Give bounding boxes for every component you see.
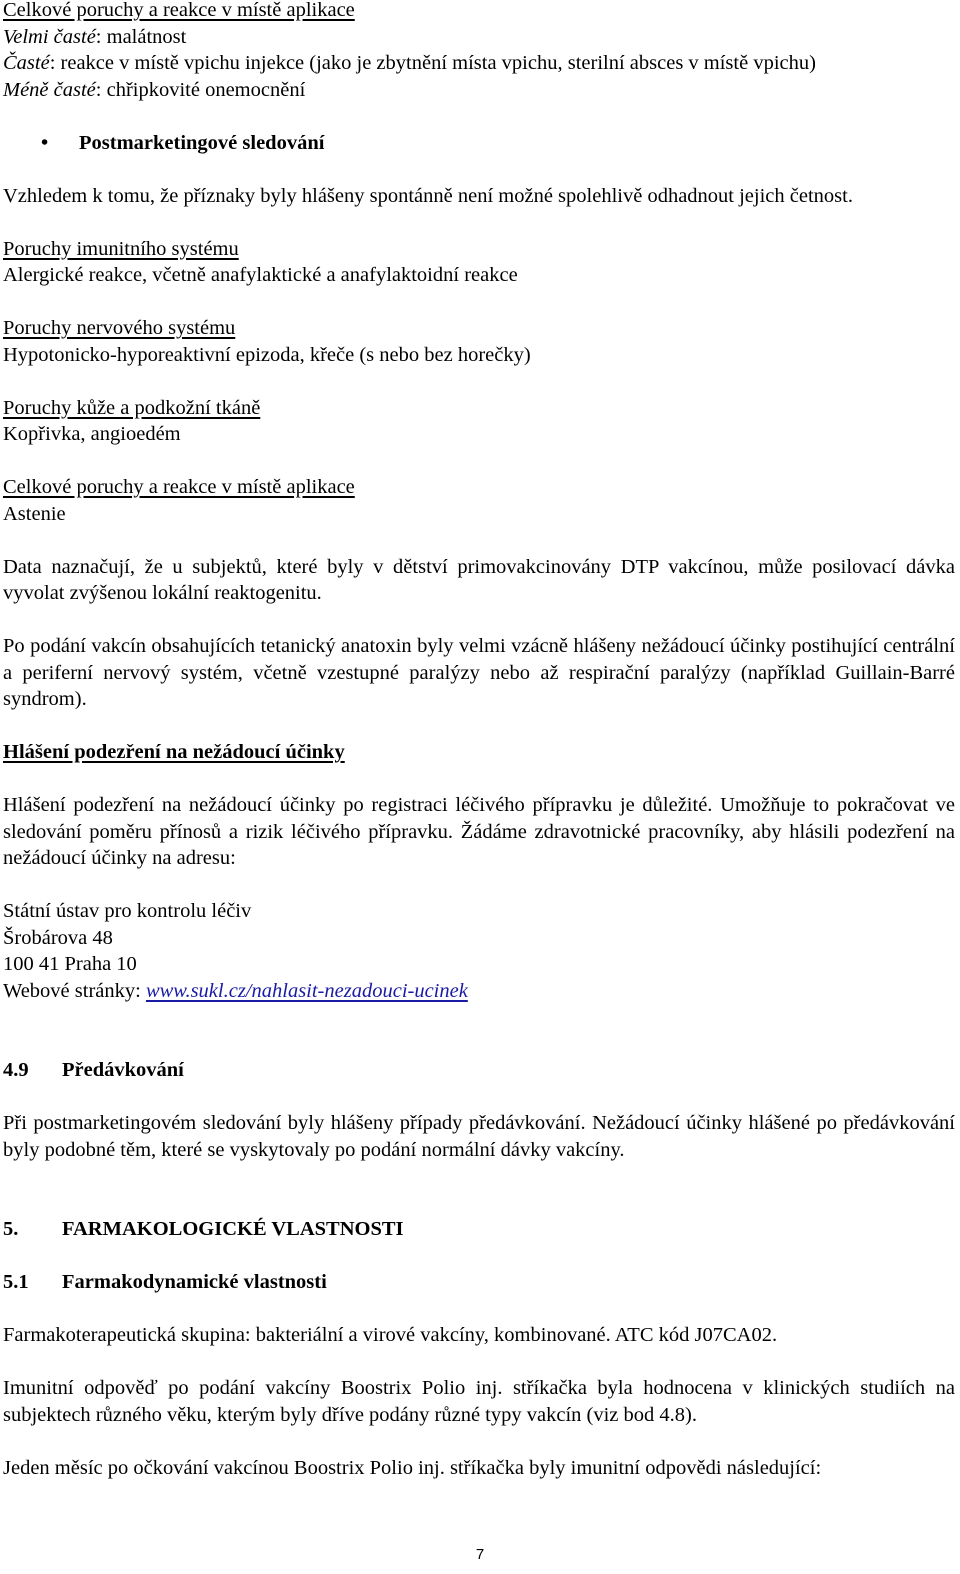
section-title: Farmakodynamické vlastnosti: [62, 1271, 327, 1293]
document-page: [3, 0, 955, 1481]
frequency-common: [3, 50, 955, 77]
immune-response-text: Imunitní odpověď po podání vakcíny Boostrix Polio inj. stříkačka byla hodnocena v klinických studiích na subjektech různého věku, kterým byly dříve podány různé typy vakcín (viz bod 4.8).: [3, 1377, 955, 1426]
paragraph-dtp: Data naznačují, že u subjektů, které byly v dětství primovakcinovány DTP vakcínou, může posilovací dávka vyvolat zvýšenou lokální reaktogenitu.: [3, 555, 955, 604]
reporting-heading: Hlášení podezření na nežádoucí účinky: [3, 741, 345, 763]
paragraph-tetanus: Po podání vakcín obsahujících tetanický anatoxin byly velmi vzácně hlášeny nežádoucí účinky postihující centrální a periferní nervový systém, včetně vzestupné paralýzy nebo až respirační paralýzy (například Guillain-Barré syndrom).: [3, 635, 955, 710]
reporting-text: Hlášení podezření na nežádoucí účinky po registraci léčivého přípravku je důležité. Umožňuje to pokračovat ve sledování poměru přínosů a rizik léčivého přípravku. Žádáme zdravotnické pracovníky, aby hlásili podezření na nežádoucí účinky na adresu:: [3, 794, 955, 869]
address-line-3: 100 41 Praha 10: [3, 953, 137, 975]
page-number: 7: [475, 1546, 485, 1563]
group-text-skin: Kopřivka, angioedém: [3, 423, 181, 445]
group-heading-nervous: Poruchy nervového systému: [3, 317, 236, 339]
section-heading-general-disorders: Celkové poruchy a reakce v místě aplikace: [3, 0, 355, 21]
overdose-text: Při postmarketingovém sledování byly hlášeny případy předávkování. Nežádoucí účinky hlášené po předávkování byly podobné těm, které se vyskytovaly po podání normální dávky vakcíny.: [3, 1112, 955, 1161]
frequency-label: Velmi časté: [3, 25, 96, 48]
address-line-2: Šrobárova 48: [3, 926, 113, 949]
group-heading-immune: Poruchy imunitního systému: [3, 237, 239, 260]
bullet-icon: •: [41, 131, 49, 154]
postmarketing-heading: Postmarketingové sledování: [79, 131, 325, 154]
group-heading-general: Celkové poruchy a reakce v místě aplikace: [3, 476, 355, 498]
group-heading-skin: Poruchy kůže a podkožní tkáně: [3, 396, 261, 419]
section51-heading: [3, 1269, 955, 1296]
section-number: 4.9: [3, 1059, 29, 1081]
frequency-text: : chřipkovité onemocnění: [95, 78, 306, 101]
section5-heading: [3, 1216, 955, 1243]
frequency-text: : reakce v místě vpichu injekce (jako je zbytnění místa vpichu, sterilní absces v místě vpichu): [49, 52, 816, 74]
reporting-link[interactable]: www.sukl.cz/nahlasit-nezadouci-ucinek: [145, 979, 468, 1002]
section-number: 5.: [3, 1218, 19, 1240]
one-month-text: Jeden měsíc po očkování vakcínou Boostrix Polio inj. stříkačka byly imunitní odpovědi následující:: [3, 1456, 822, 1479]
frequency-label: Časté: [3, 52, 50, 74]
group-text-general: Astenie: [3, 502, 66, 525]
section-title: FARMAKOLOGICKÉ VLASTNOSTI: [62, 1218, 404, 1240]
postmarketing-heading-row: [3, 130, 955, 157]
frequency-very-common: [3, 24, 955, 51]
pharmacotherapeutic-group: Farmakoterapeutická skupina: bakteriální a virové vakcíny, kombinované. ATC kód J07CA02.: [3, 1324, 778, 1346]
overdose-heading: [3, 1057, 955, 1084]
web-row: [3, 978, 955, 1005]
frequency-label: Méně časté: [3, 78, 96, 101]
group-text-nervous: Hypotonicko-hyporeaktivní epizoda, křeče (s nebo bez horečky): [3, 343, 531, 366]
address-line-1: Státní ústav pro kontrolu léčiv: [3, 900, 252, 922]
web-label: Webové stránky:: [3, 979, 146, 1002]
postmarketing-intro: Vzhledem k tomu, že příznaky byly hlášeny spontánně není možné spolehlivě odhadnout jejich četnost.: [3, 184, 853, 207]
section-title: Předávkování: [62, 1059, 184, 1081]
frequency-uncommon: [3, 77, 955, 104]
section-number: 5.1: [3, 1271, 29, 1293]
frequency-text: : malátnost: [95, 25, 187, 48]
group-text-immune: Alergické reakce, včetně anafylaktické a anafylaktoidní reakce: [3, 264, 518, 286]
